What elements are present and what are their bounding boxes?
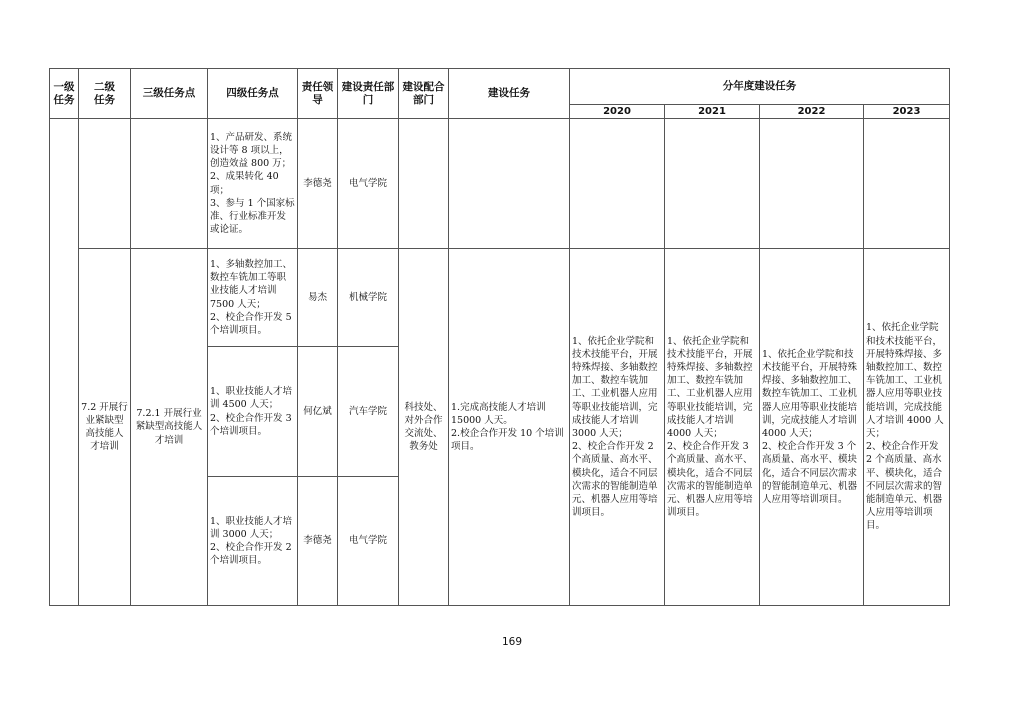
cell-level3-empty <box>131 119 208 249</box>
task-table <box>49 68 950 606</box>
cell-2022: 1、依托企业学院和技术技能平台，开展特殊焊接、多轴数控加工、数控车铣加工、工业机器人应用等职业技能培训，完成技能人才培训 4000 人天； 2、校企合作开发 3 个高质量、高水平、模块化，适合不同层次需求的智能制造单元、机器人应用等培训项目。 <box>760 249 864 606</box>
header-level3: 三级任务点 <box>131 69 208 119</box>
cell-leader: 何亿斌 <box>298 347 338 477</box>
header-dept: 建设责任部 门 <box>338 69 399 119</box>
cell-2023: 1、依托企业学院和技术技能平台，开展特殊焊接、多轴数控加工、数控车铣加工、工业机器人应用等职业技能培训，完成技能人才培训 4000 人天； 2、校企合作开发 2 个高质量、高水平、模块化，适合不同层次需求的智能制造单元、机器人应用等培训项目。 <box>864 249 950 606</box>
table-row <box>50 249 950 347</box>
cell-level4: 1、产品研发、系统设计等 8 项以上，创造效益 800 万； 2、成果转化 40 项； 3、参与 1 个国家标准、行业标准开发或论证。 <box>208 119 298 249</box>
cell-dept: 电气学院 <box>338 119 399 249</box>
header-year-2022: 2022 <box>760 105 864 119</box>
header-coop: 建设配合 部门 <box>399 69 449 119</box>
cell-2020: 1、依托企业学院和技术技能平台，开展特殊焊接、多轴数控加工、数控车铣加工、工业机器人应用等职业技能培训，完成技能人才培训 3000 人天； 2、校企合作开发 2 个高质量、高水平、模块化，适合不同层次需求的智能制造单元、机器人应用等培训项目。 <box>570 249 665 606</box>
cell-level4: 1、职业技能人才培训 4500 人天； 2、校企合作开发 3 个培训项目。 <box>208 347 298 477</box>
cell-2023-empty <box>864 119 950 249</box>
cell-leader: 李德尧 <box>298 477 338 606</box>
cell-leader: 易杰 <box>298 249 338 347</box>
cell-coop-empty <box>399 119 449 249</box>
header-leader: 责任领 导 <box>298 69 338 119</box>
cell-2022-empty <box>760 119 864 249</box>
cell-dept: 机械学院 <box>338 249 399 347</box>
header-annual: 分年度建设任务 <box>570 69 950 105</box>
table-row <box>50 119 950 249</box>
cell-2020-empty <box>570 119 665 249</box>
header-year-2020: 2020 <box>570 105 665 119</box>
cell-level1 <box>50 119 79 606</box>
header-task: 建设任务 <box>449 69 570 119</box>
cell-level4: 1、职业技能人才培训 3000 人天； 2、校企合作开发 2 个培训项目。 <box>208 477 298 606</box>
header-year-2021: 2021 <box>665 105 760 119</box>
cell-2021-empty <box>665 119 760 249</box>
cell-dept: 汽车学院 <box>338 347 399 477</box>
header-year-2023: 2023 <box>864 105 950 119</box>
cell-2021: 1、依托企业学院和技术技能平台，开展特殊焊接、多轴数控加工、数控车铣加工、工业机器人应用等职业技能培训，完成技能人才培训 4000 人天； 2、校企合作开发 3 个高质量、高水平、模块化，适合不同层次需求的智能制造单元、机器人应用等培训项目。 <box>665 249 760 606</box>
header-level2: 二级 任务 <box>79 69 131 119</box>
cell-leader: 李德尧 <box>298 119 338 249</box>
header-level4: 四级任务点 <box>208 69 298 119</box>
header-level1: 一级 任务 <box>50 69 79 119</box>
page-number: 169 <box>501 636 523 648</box>
cell-level2-empty <box>79 119 131 249</box>
cell-task: 1.完成高技能人才培训15000 人天。 2.校企合作开发 10 个培训项目。 <box>449 249 570 606</box>
cell-level2: 7.2 开展行业紧缺型高技能人才培训 <box>79 249 131 606</box>
cell-level4: 1、多轴数控加工、数控车铣加工等职业技能人才培训 7500 人天； 2、校企合作开发 5 个培训项目。 <box>208 249 298 347</box>
cell-coop: 科技处、对外合作交流处、教务处 <box>399 249 449 606</box>
cell-task-empty <box>449 119 570 249</box>
cell-dept: 电气学院 <box>338 477 399 606</box>
cell-level3: 7.2.1 开展行业紧缺型高技能人才培训 <box>131 249 208 606</box>
